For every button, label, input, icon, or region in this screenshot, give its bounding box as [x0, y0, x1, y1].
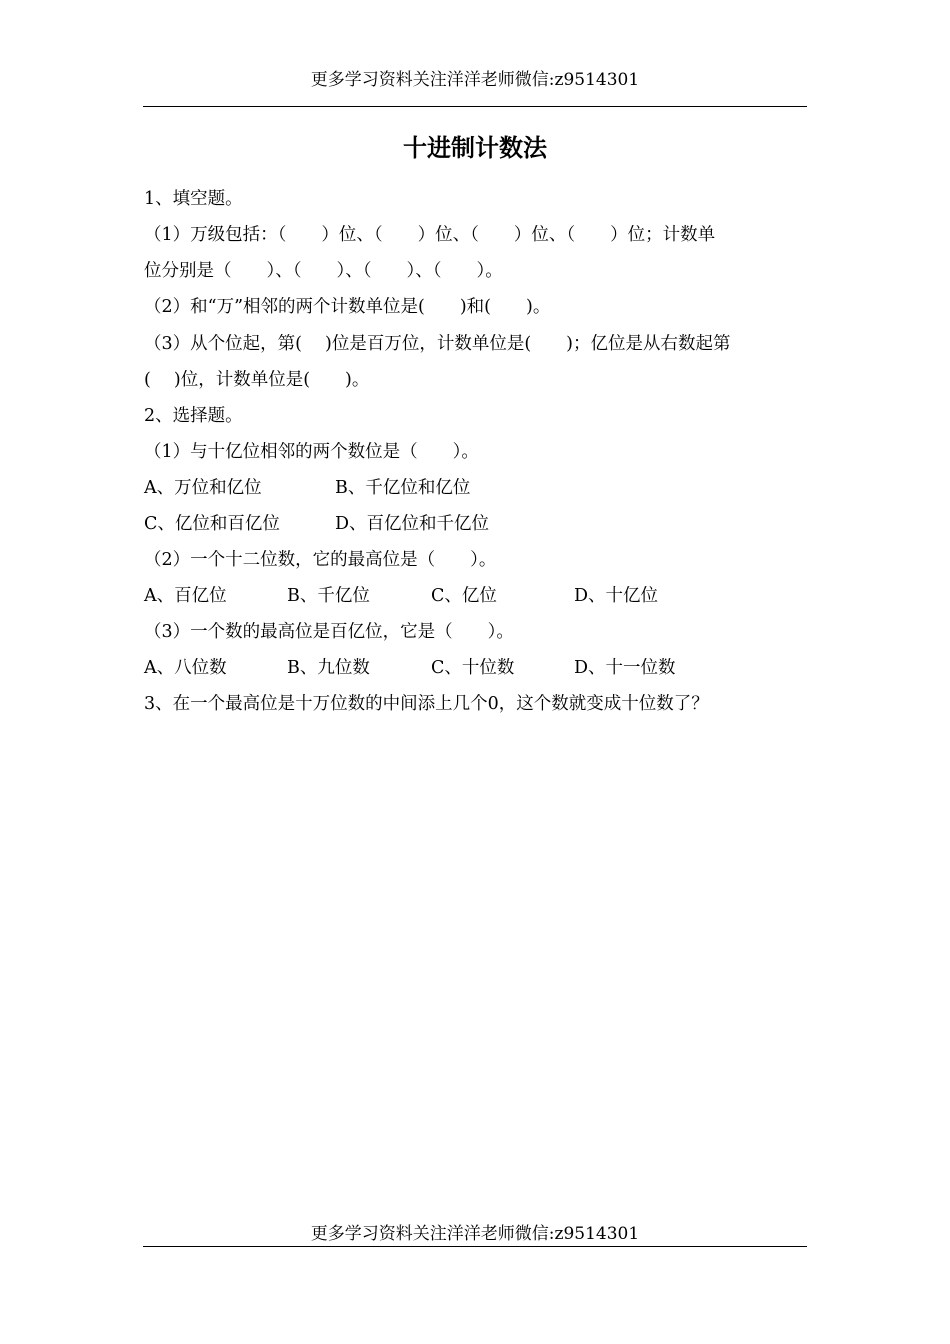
- question-1-2: （2）和“万”相邻的两个计数单位是( )和( )。: [144, 297, 551, 317]
- header-divider: [143, 106, 807, 107]
- option-c: C、亿位: [431, 586, 497, 606]
- option-b: B、千亿位: [287, 586, 370, 606]
- question-1-3-line-2: ( )位，计数单位是( )。: [144, 370, 370, 390]
- option-c: C、十位数: [431, 658, 515, 678]
- option-d: D、十一位数: [574, 658, 676, 678]
- question-1-3-line-1: （3）从个位起，第( )位是百万位，计数单位是( )；亿位是从右数起第: [144, 334, 731, 354]
- question-2-2-options: [144, 581, 808, 611]
- option-b: B、九位数: [287, 658, 370, 678]
- option-a: A、百亿位: [144, 586, 227, 606]
- question-2-2: （2）一个十二位数，它的最高位是（ ）。: [144, 550, 497, 570]
- question-2-1-options-row-2: [144, 509, 808, 539]
- question-2-1: （1）与十亿位相邻的两个数位是（ ）。: [144, 442, 479, 462]
- question-1-1-line-2: 位分别是（ ）、（ ）、（ ）、（ ）。: [144, 261, 503, 281]
- question-2-3-options: [144, 653, 808, 683]
- page-footer: 更多学习资料关注洋洋老师微信:z9514301: [310, 1224, 640, 1244]
- option-c: C、亿位和百亿位: [144, 514, 280, 534]
- footer-divider: [143, 1246, 807, 1247]
- option-a: A、八位数: [144, 658, 227, 678]
- section-1-heading: 1、填空题。: [144, 189, 243, 209]
- option-b: B、千亿位和亿位: [335, 478, 471, 498]
- page-title: 十进制计数法: [403, 134, 547, 162]
- question-2-3: （3）一个数的最高位是百亿位，它是（ ）。: [144, 622, 514, 642]
- option-d: D、百亿位和千亿位: [335, 514, 490, 534]
- option-d: D、十亿位: [574, 586, 659, 606]
- question-1-1-line-1: （1）万级包括：（ ）位、（ ）位、（ ）位、（ ）位；计数单: [144, 225, 716, 245]
- question-2-1-options-row-1: [144, 473, 808, 503]
- section-3-heading: 3、在一个最高位是十万位数的中间添上几个0，这个数就变成十位数了？: [144, 694, 709, 714]
- section-2-heading: 2、选择题。: [144, 406, 243, 426]
- page-header: 更多学习资料关注洋洋老师微信:z9514301: [310, 70, 640, 90]
- option-a: A、万位和亿位: [144, 478, 262, 498]
